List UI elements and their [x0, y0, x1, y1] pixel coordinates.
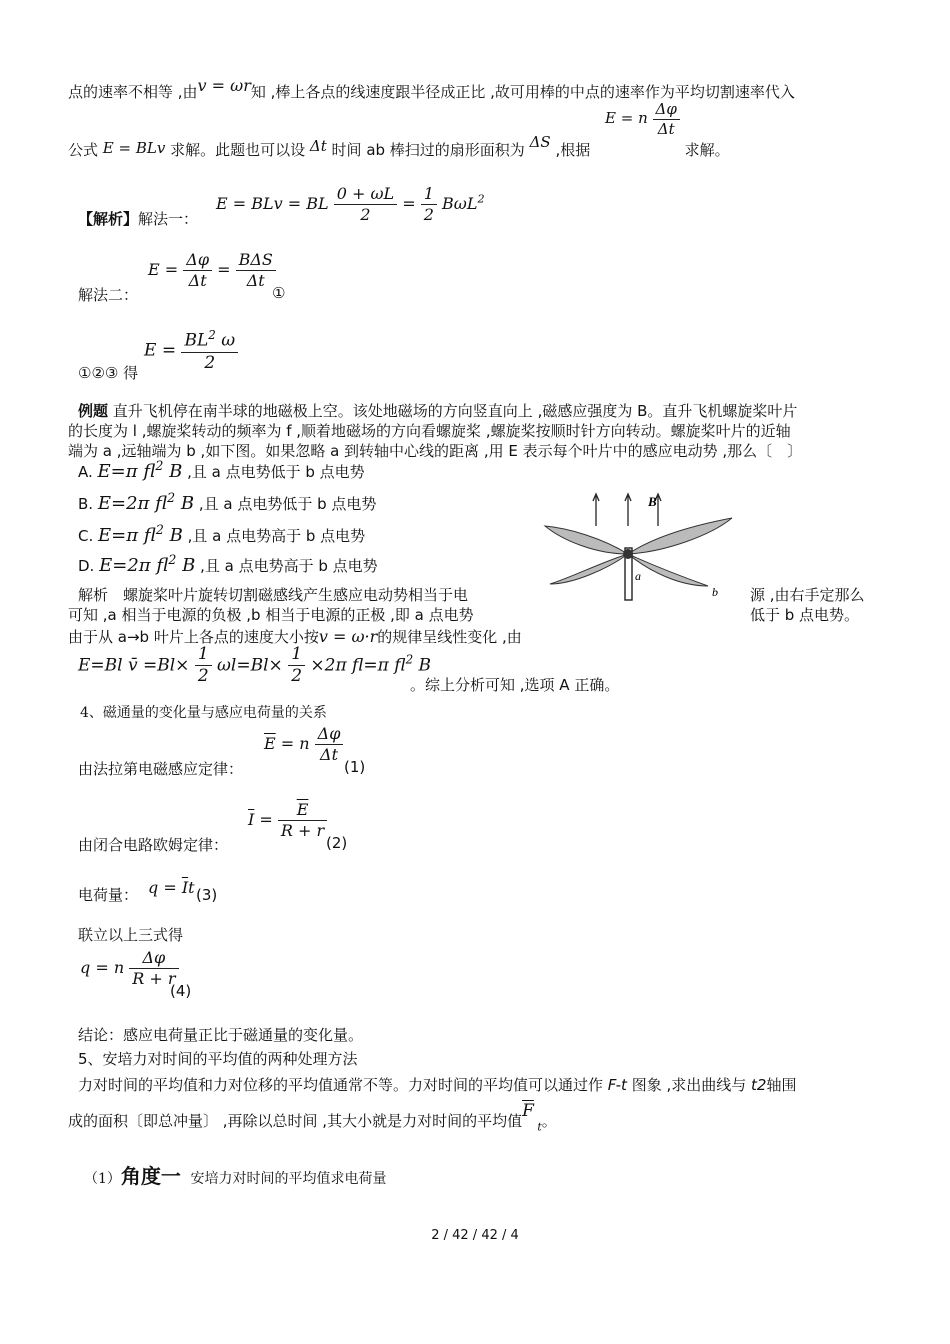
example-line-2: 的长度为 l ,螺旋桨转动的频率为 f ,顺着地磁场的方向看螺旋桨 ,螺旋桨按顺时针方向转动。螺旋桨叶片的近轴 [68, 422, 791, 440]
formula-e-n-dphi-dt: E = n $\frac{\Delta\varphi}{\Delta t}$ [605, 109, 680, 127]
blade-left-lower [550, 554, 628, 584]
formula-faraday: $\overline{E} = n$ $\frac{\Delta\varphi}{\Delta t}$ [264, 724, 343, 765]
formula-solution-one: E = BLv = BL $\frac{0 + \omega L}{2}$ = $\frac{1}{2}$ BωL$^2$ [216, 184, 485, 224]
section-5-line-2: 成的面积〔即总冲量〕 ,再除以总时间 ,其大小就是力对时间的平均值$\overline{F}$ $_t$。 [68, 1101, 557, 1134]
formula-v-wr: v = ωr [197, 76, 251, 95]
section-5-title: 5、安培力对时间的平均值的两种处理方法 [78, 1050, 358, 1068]
charge-label: 电荷量： [78, 886, 139, 904]
faraday-label: 由法拉第电磁感应定律： [78, 760, 244, 778]
formula-delta-t: Δt [309, 137, 327, 156]
option-b[interactable]: B. E=2π $fl^2$ B ,且 a 点电势低于 b 点电势 [78, 490, 377, 514]
section-4-title: 4、磁通量的变化量与感应电荷量的关系 [80, 705, 327, 721]
blade-right-upper [628, 518, 732, 554]
eq-number-2: (2) [326, 834, 348, 852]
formula-result: E = $\frac{BL^2 \omega}{2}$ [144, 328, 238, 374]
analysis-conclusion: 。综上分析可知 ,选项 A 正确。 [410, 676, 620, 694]
marker-circle-one: ① [272, 284, 286, 302]
analysis-line-2: 可知 ,a 相当于电源的负极 ,b 相当于电源的正极 ,即 a 点电势 [68, 606, 474, 624]
analysis-line-1-right: 源 ,由右手定那么 [750, 586, 865, 604]
propeller-hub [623, 549, 633, 559]
eq-number-4: (4) [170, 982, 192, 1000]
formula-ohm: $\overline{I}$ = $\frac{\overline{E}}{R + r}$ [248, 800, 327, 841]
formula-solution-two: E = $\frac{\Delta\varphi}{\Delta t}$ = $\frac{\text{BΔS}}{\Delta t}$ [148, 250, 276, 291]
option-c[interactable]: C. E=π $fl^2$ B ,且 a 点电势高于 b 点电势 [78, 522, 366, 546]
example-line-3: 端为 a ,远轴端为 b ,如下图。如果忽略 a 到转轴中心线的距离 ,用 E 表示每个叶片中的感应电动势 ,那么〔 〕 [68, 442, 803, 460]
option-a[interactable]: A. E=π $fl^2$ B ,且 a 点电势低于 b 点电势 [78, 458, 365, 482]
formula-charge-result: q = n $\frac{\Delta\varphi}{R + r}$ [80, 948, 179, 989]
example-line-1: 例题 直升飞机停在南半球的地磁极上空。该处地磁场的方向竖直向上 ,磁感应强度为 B。直升飞机螺旋桨叶片 [78, 402, 798, 420]
page-footer: 2 / 42 / 42 / 4 [431, 1228, 519, 1243]
option-d[interactable]: D. E=2π $fl^2$ B ,且 a 点电势高于 b 点电势 [78, 552, 378, 576]
blade-left-upper [545, 526, 628, 554]
section-4-conclusion: 结论：感应电荷量正比于磁通量的变化量。 [78, 1026, 364, 1044]
section-5-line-1: 力对时间的平均值和力对位移的平均值通常不等。力对时间的平均值可以通过作 F-t 图象 ,求出曲线与 t2轴围 [78, 1076, 797, 1094]
formula-delta-s: ΔS [529, 133, 551, 152]
paragraph-line-1: 点的速率不相等 ,由v = ωr知 ,棒上各点的线速度跟半径成正比 ,故可用棒的中点的速率作为平均切割速率代入 [68, 76, 795, 101]
ohm-label: 由闭合电路欧姆定律： [78, 836, 229, 854]
obtain-label: ①②③ 得 [78, 364, 139, 382]
angle-heading: （1）角度一 安培力对时间的平均值求电荷量 [84, 1164, 387, 1188]
solution-one-label: 【解析】解法一： [78, 210, 199, 228]
propeller-figure [540, 488, 740, 608]
paragraph-line-2: 公式 E = BLv 求解。此题也可以设 Δt 时间 ab 棒扫过的扇形面积为 ΔS ,根据 E = n $\frac{\Delta\varphi}{\Delta t}$ 求解。 [68, 100, 730, 160]
point-a-label: a [635, 569, 641, 583]
field-b-label: B [648, 494, 657, 509]
point-b-label: b [712, 585, 718, 599]
formula-e-blv: E = BLv [102, 139, 166, 158]
eq-number-3: (3) [196, 886, 218, 904]
eq-number-1: (1) [344, 758, 366, 776]
formula-analysis: E=Bl v̄ =Bl× $\frac{1}{2}$ ωl=Bl× $\frac{1}{2}$ ×2π fl=π $fl^2$ B [78, 644, 432, 687]
analysis-line-1: 解析 螺旋桨叶片旋转切割磁感线产生感应电动势相当于电 [78, 586, 469, 604]
combine-label: 联立以上三式得 [78, 926, 184, 944]
solution-two-label: 解法二： [78, 286, 139, 304]
formula-charge: $q = \overline{I}t$ [148, 878, 195, 897]
analysis-line-2-right: 低于 b 点电势。 [750, 606, 860, 624]
analysis-line-3: 由于从 a→b 叶片上各点的速度大小按v = ω·r的规律呈线性变化 ,由 [68, 627, 522, 646]
